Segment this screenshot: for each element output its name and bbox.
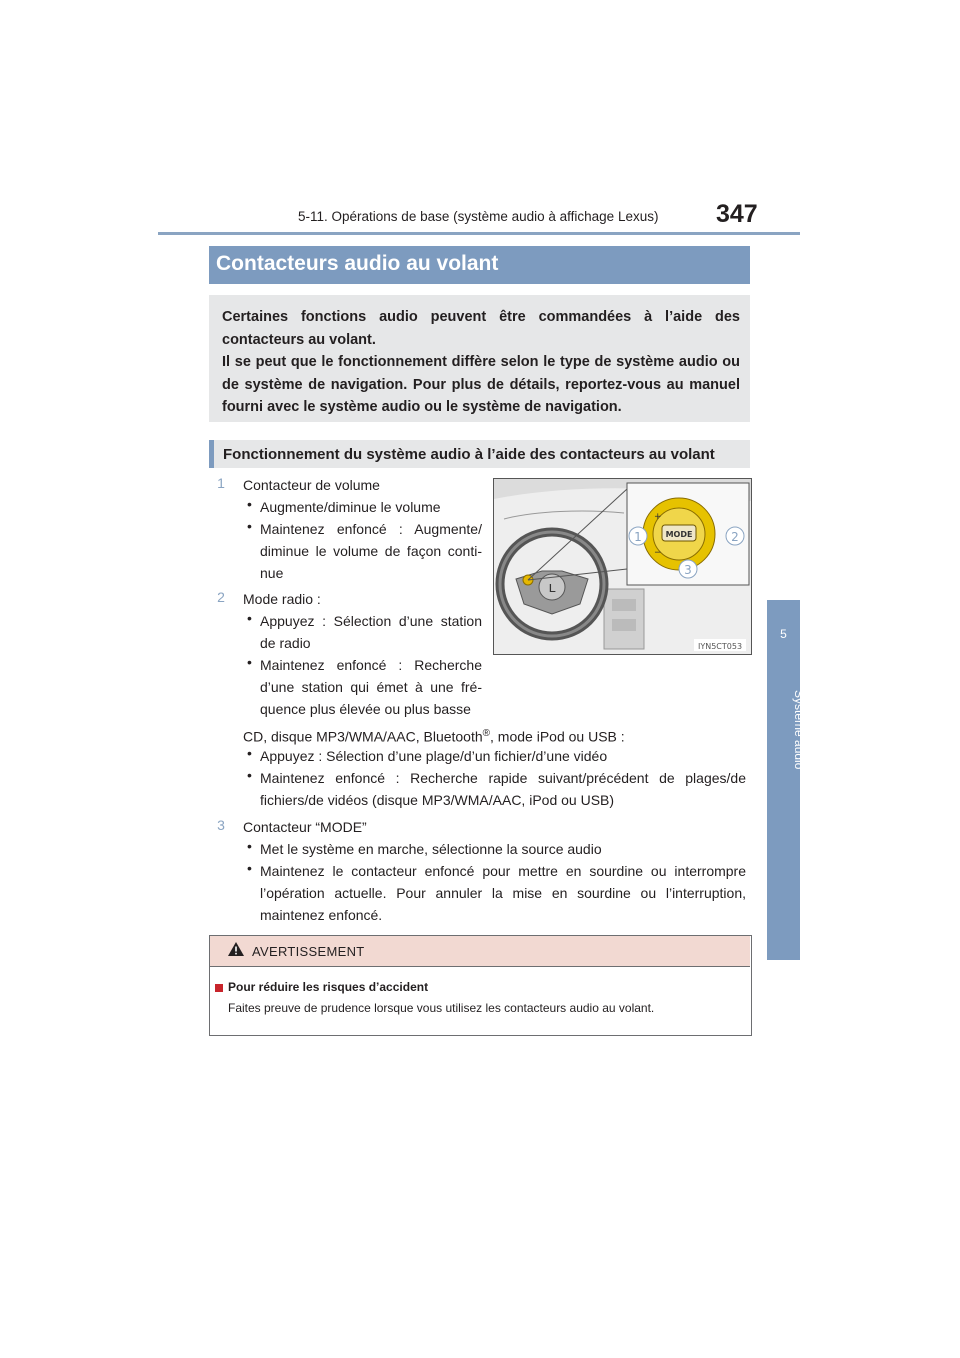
bullet-dot: • — [247, 654, 252, 670]
warning-icon — [227, 941, 245, 957]
item-3-title: Contacteur “MODE” — [243, 819, 367, 835]
subheading-accent — [209, 440, 214, 468]
steering-wheel-illustration — [493, 478, 752, 655]
item-2-extra-bullet-2: Maintenez enfoncé : Recherche rapide suivant/précédent de plages/de fichiers/de vidéos (disque MP3/WMA/AAC, iPod ou USB) — [260, 770, 746, 808]
item-1-title: Contacteur de volume — [243, 477, 380, 493]
bullet-dot: • — [247, 745, 252, 761]
callout-2: 2 — [731, 530, 739, 544]
intro-paragraph: Il se peut que le fonctionnement diffère selon le type de système audio ou de système de navigation. Pour plus de détails, reportez-vous au manuel fourni avec le système audio ou le système de navigation. — [222, 354, 740, 415]
header-rule — [158, 232, 800, 235]
warning-title: AVERTISSEMENT — [252, 944, 365, 959]
extra-title-end: , mode iPod ou USB : — [490, 728, 625, 745]
intro-text — [222, 306, 740, 419]
bullet-dot: • — [247, 838, 252, 854]
chapter-title: 5-11. Opérations de base (système audio à affichage Lexus) — [298, 209, 659, 224]
intro-paragraph: Certaines fonctions audio peuvent être commandées à l’aide des contacteurs au volant. — [222, 309, 740, 348]
svg-text:−: − — [654, 548, 662, 558]
item-2-extra-title — [243, 723, 625, 748]
warning-square-icon — [215, 984, 223, 992]
item-3-bullet-2: Maintenez le contacteur enfoncé pour mettre en sourdine ou interrompre l’opération actuelle. Pour annuler la mise en sourdine ou l’interruption, maintenez enfoncé. — [260, 863, 746, 923]
item-1-bullet-1: Augmente/diminue le volume — [260, 499, 441, 515]
bullet-dot: • — [247, 860, 252, 876]
item-2-title: Mode radio : — [243, 591, 321, 607]
page-number: 347 — [716, 200, 758, 228]
warning-text: Faites preuve de prudence lorsque vous utilisez les contacteurs audio au volant. — [228, 1001, 655, 1015]
registered-mark: ® — [482, 728, 491, 739]
bullet-dot: • — [247, 767, 252, 783]
subheading-title: Fonctionnement du système audio à l’aide des contacteurs au volant — [223, 446, 715, 463]
mode-button-label: MODE — [665, 530, 693, 539]
illustration-code: IYN5CT053 — [697, 642, 743, 651]
svg-text:+: + — [654, 512, 662, 522]
svg-text:ʟ: ʟ — [548, 580, 556, 596]
item-number-3: 3 — [217, 817, 225, 833]
section-title: Contacteurs audio au volant — [216, 252, 499, 275]
item-2-extra-bullet-1: Appuyez : Sélection d’une plage/d’un fichier/d’une vidéo — [260, 748, 608, 764]
bullet-dot: • — [247, 496, 252, 512]
callout-1: 1 — [634, 530, 642, 544]
steering-wheel-drawing — [494, 479, 751, 654]
callout-3: 3 — [684, 563, 692, 577]
extra-title-main: CD, disque MP3/WMA/AAC, Bluetooth — [243, 728, 483, 745]
bullet-dot: • — [247, 518, 252, 534]
item-1-bullet-2: Maintenez enfoncé : Augmente/ diminue le volume de façon conti- nue — [260, 521, 482, 581]
item-2-bullet-2: Maintenez enfoncé : Recherche d’une station qui émet à une fré- quence plus élevée ou plus basse — [260, 657, 482, 717]
item-3-bullet-1: Met le système en marche, sélectionne la source audio — [260, 841, 602, 857]
side-tab-number: 5 — [780, 627, 787, 641]
item-2-bullet-1: Appuyez : Sélection d’une station de radio — [260, 613, 482, 651]
warning-subtitle: Pour réduire les risques d’accident — [228, 980, 429, 994]
bullet-dot: • — [247, 610, 252, 626]
side-tab-label: Système audio — [792, 690, 806, 770]
item-number-2: 2 — [217, 589, 225, 605]
item-number-1: 1 — [217, 475, 225, 491]
